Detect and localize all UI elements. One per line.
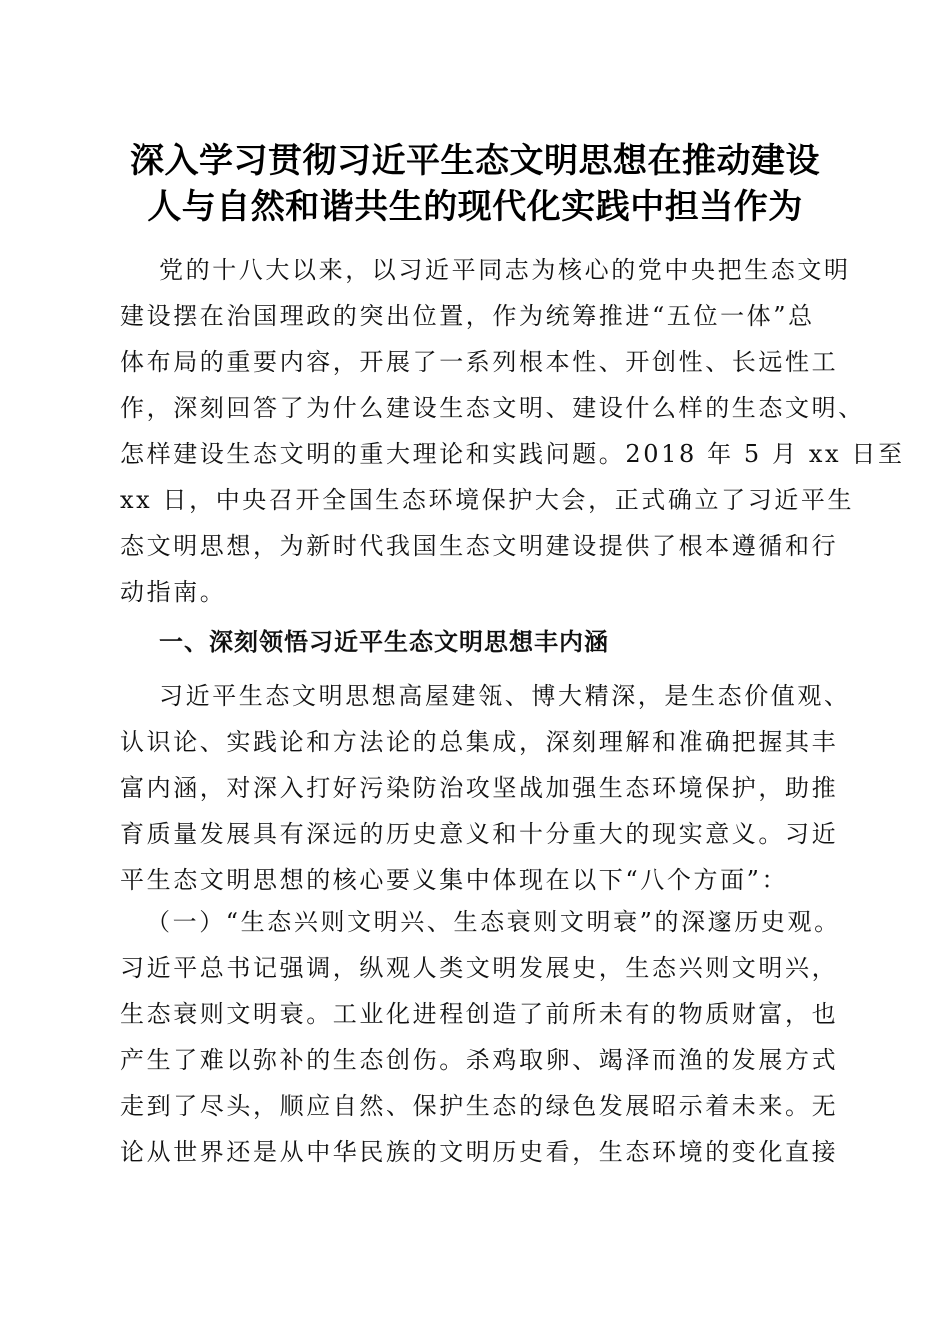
paragraph-line: 习近平总书记强调，纵观人类文明发展史，生态兴则文明兴， bbox=[120, 954, 839, 982]
section-heading: 一、深刻领悟习近平生态文明思想丰内涵 bbox=[159, 628, 609, 656]
paragraph-line: 习近平生态文明思想高屋建瓴、博大精深，是生态价值观、 bbox=[159, 682, 851, 710]
paragraph-line: 育质量发展具有深远的历史意义和十分重大的现实意义。习近 bbox=[120, 820, 839, 848]
document-title-line-2: 人与自然和谐共生的现代化实践中担当作为 bbox=[147, 187, 803, 227]
paragraph-line: 动指南。 bbox=[120, 578, 227, 606]
paragraph-line: 认识论、实践论和方法论的总集成，深刻理解和准确把握其丰 bbox=[120, 728, 839, 756]
paragraph-line: 生态衰则文明衰。工业化进程创造了前所未有的物质财富，也 bbox=[120, 1000, 839, 1028]
paragraph-line: 态文明思想，为新时代我国生态文明建设提供了根本遵循和行 bbox=[120, 532, 839, 560]
paragraph-line: 富内涵，对深入打好污染防治攻坚战加强生态环境保护，助推 bbox=[120, 774, 839, 802]
subsection-heading: （一）“生态兴则文明兴、生态衰则文明衰”的深邃历史观。 bbox=[146, 908, 841, 936]
paragraph-line: 作，深刻回答了为什么建设生态文明、建设什么样的生态文明、 bbox=[120, 394, 865, 422]
paragraph-line: 怎样建设生态文明的重大理论和实践问题。2018 年 5 月 xx 日至 bbox=[120, 440, 905, 468]
paragraph-line: 党的十八大以来，以习近平同志为核心的党中央把生态文明 bbox=[159, 256, 851, 284]
paragraph-line: xx 日，中央召开全国生态环境保护大会，正式确立了习近平生 bbox=[120, 486, 855, 514]
paragraph-line: 体布局的重要内容，开展了一系列根本性、开创性、长远性工 bbox=[120, 348, 839, 376]
paragraph-line: 建设摆在治国理政的突出位置，作为统筹推进“五位一体”总 bbox=[120, 302, 815, 330]
document-title-line-1: 深入学习贯彻习近平生态文明思想在推动建设 bbox=[130, 141, 820, 181]
paragraph-line: 平生态文明思想的核心要义集中体现在以下“八个方面”： bbox=[120, 866, 789, 894]
paragraph-line: 走到了尽头，顺应自然、保护生态的绿色发展昭示着未来。无 bbox=[120, 1092, 839, 1120]
paragraph-line: 论从世界还是从中华民族的文明历史看，生态环境的变化直接 bbox=[120, 1138, 839, 1166]
paragraph-line: 产生了难以弥补的生态创伤。杀鸡取卵、竭泽而渔的发展方式 bbox=[120, 1046, 839, 1074]
